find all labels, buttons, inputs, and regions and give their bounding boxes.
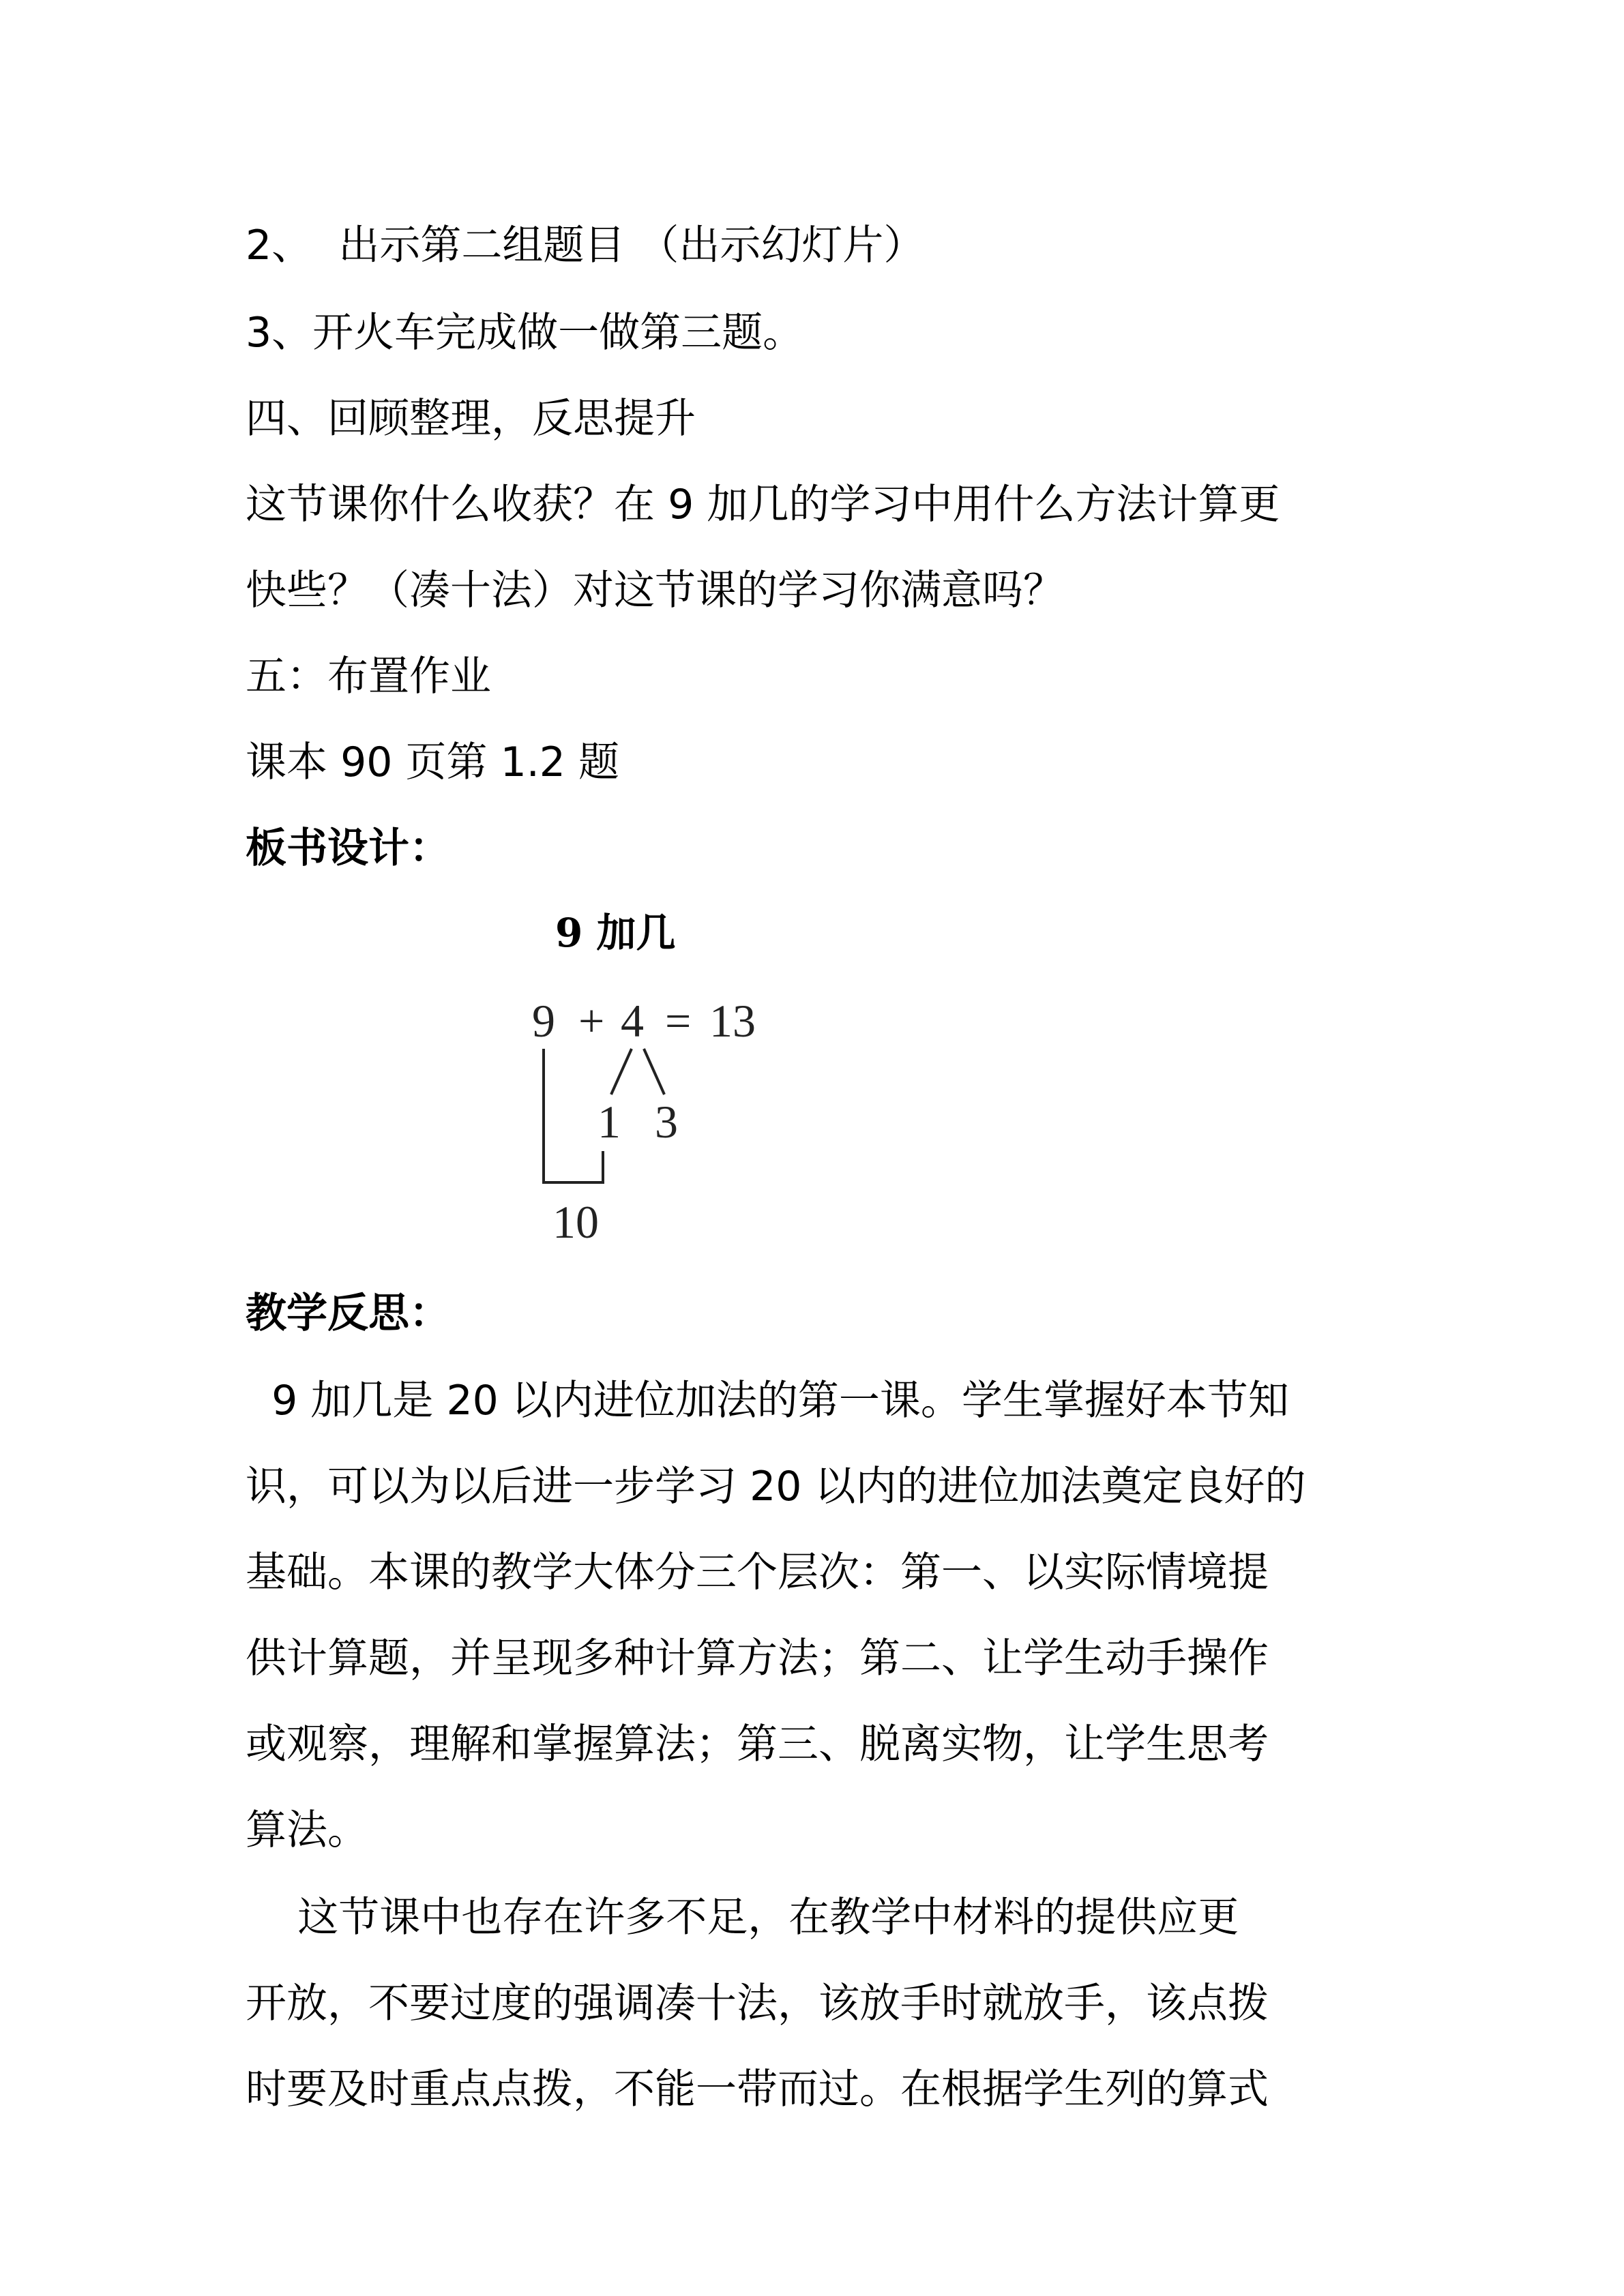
board-design-heading: 板书设计： <box>246 824 450 872</box>
split-left-stroke <box>611 1049 632 1094</box>
section-4-heading: 四、回顾整理，反思提升 <box>246 395 696 443</box>
reflection-p1-line: 供计算题，并呈现多种计算方法；第二、让学生动手操作 <box>246 1635 1269 1682</box>
reflection-p2-line: 这节课中也存在许多不足，在教学中材料的提供应更 <box>246 1894 1239 1941</box>
make-ten-bracket <box>544 1049 603 1182</box>
addend-b: 4 <box>621 995 644 1047</box>
reflection-heading: 教学反思： <box>246 1289 450 1337</box>
item-3-text: 3、开火车完成做一做第三题。 <box>246 309 804 357</box>
split-right-number: 3 <box>655 1096 678 1148</box>
reflection-p1-line: 或观察，理解和掌握算法；第三、脱离实物，让学生思考 <box>246 1720 1269 1768</box>
reflection-p2-line: 时要及时重点点拨，不能一带而过。在根据学生列的算式 <box>246 2066 1269 2113</box>
make-ten-diagram <box>505 982 791 1255</box>
reflection-p1-line: 算法。 <box>246 1806 368 1854</box>
homework-text: 课本 90 页第 1.2 题 <box>246 739 620 786</box>
reflection-p1-line: 基础。本课的教学大体分三个层次：第一、以实际情境提 <box>246 1549 1269 1596</box>
sum-result: 13 <box>709 995 756 1047</box>
plus-sign: + <box>578 995 605 1047</box>
equals-sign: = <box>665 995 692 1047</box>
ten-number: 10 <box>552 1196 599 1248</box>
board-title: 9 加几 <box>555 910 676 956</box>
item-2-text: 2、 出示第二组题目 （出示幻灯片） <box>246 222 925 269</box>
addend-a: 9 <box>532 995 555 1047</box>
split-left-number: 1 <box>597 1096 621 1148</box>
reflection-p1-line: 9 加几是 20 以内进位加法的第一课。学生掌握好本节知 <box>246 1377 1289 1425</box>
reflection-p2-line: 开放，不要过度的强调凑十法，该放手时就放手，该点拨 <box>246 1980 1269 2027</box>
split-right-stroke <box>644 1049 664 1094</box>
summary-question-line-1: 这节课你什么收获？在 9 加几的学习中用什么方法计算更 <box>246 481 1280 528</box>
reflection-p1-line: 识，可以为以后进一步学习 20 以内的进位加法奠定良好的 <box>246 1463 1306 1510</box>
section-5-heading: 五：布置作业 <box>246 653 491 700</box>
summary-question-line-2: 快些？（凑十法）对这节课的学习你满意吗？ <box>246 567 1064 614</box>
